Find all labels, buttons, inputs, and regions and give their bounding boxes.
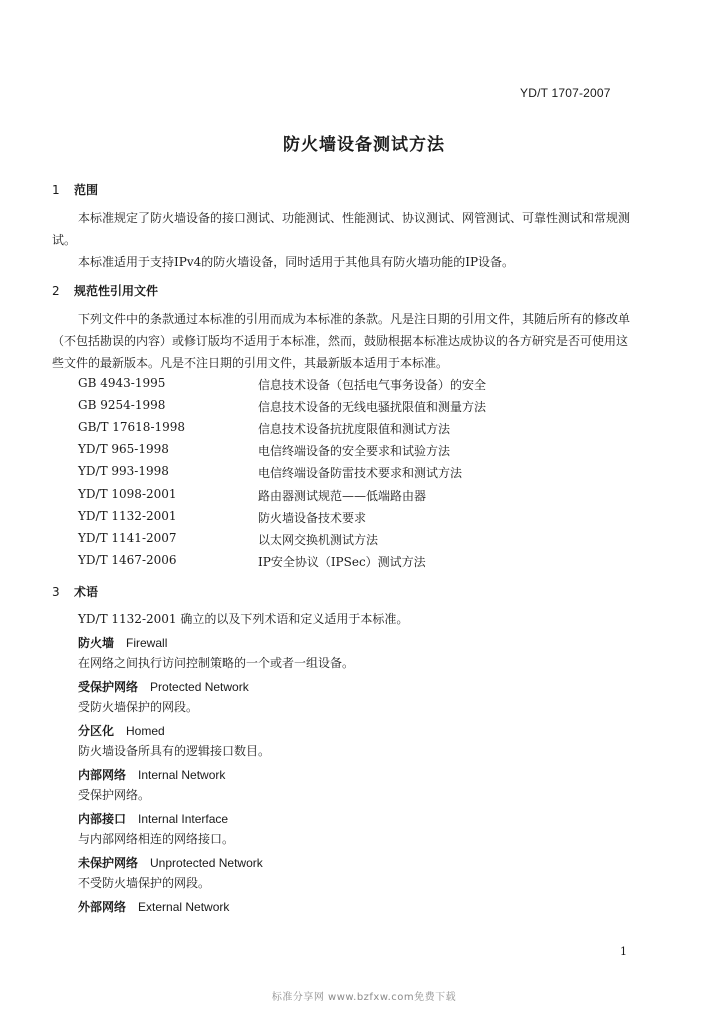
term-definition: 在网络之间执行访问控制策略的一个或者一组设备。 — [78, 656, 355, 670]
reference-code: GB/T 17618-1998 — [78, 420, 186, 434]
reference-title: 防火墙设备技术要求 — [258, 511, 367, 525]
reference-title: 信息技术设备抗扰度限值和测试方法 — [258, 422, 451, 436]
section-number: 3 — [52, 585, 60, 599]
reference-title: 信息技术设备（包括电气事务设备）的安全 — [258, 378, 487, 392]
term-chinese: 内部接口 — [78, 812, 127, 826]
reference-code: GB 9254-1998 — [78, 398, 166, 412]
term-entry — [78, 808, 228, 827]
term-chinese: 外部网络 — [78, 900, 127, 914]
term-english: Protected Network — [150, 680, 249, 694]
document-title: 防火墙设备测试方法 — [283, 135, 445, 155]
term-english: External Network — [138, 900, 230, 914]
reference-code: YD/T 1467-2006 — [78, 553, 177, 567]
normative-refs-paragraph: 下列文件中的条款通过本标准的引用而成为本标准的条款。凡是注日期的引用文件，其随后所有的修改单（不包括勘误的内容）或修订版均不适用于本标准，然而，鼓励根据本标准达成协议的各方研究是否可使用这些文件的最新版本。凡是不注日期的引用文件，其最新版本适用于本标准。 — [52, 312, 631, 370]
term-definition: 受保护网络。 — [78, 788, 151, 802]
standard-code: YD/T 1707-2007 — [520, 86, 611, 100]
section-heading-terms — [52, 583, 98, 600]
term-entry — [78, 632, 167, 651]
term-entry — [78, 720, 165, 739]
term-chinese: 未保护网络 — [78, 856, 139, 870]
terms-intro: YD/T 1132-2001 确立的以及下列术语和定义适用于本标准。 — [78, 612, 409, 626]
section-heading-scope — [52, 181, 98, 198]
term-entry — [78, 896, 229, 915]
term-chinese: 内部网络 — [78, 768, 127, 782]
section-number: 1 — [52, 183, 60, 197]
term-entry — [78, 852, 263, 871]
term-chinese: 防火墙 — [78, 636, 115, 650]
section-title: 范围 — [74, 183, 99, 197]
reference-title: 路由器测试规范——低端路由器 — [258, 489, 427, 503]
reference-title: 电信终端设备的安全要求和试验方法 — [258, 444, 451, 458]
term-english: Firewall — [126, 636, 168, 650]
term-english: Internal Network — [138, 768, 226, 782]
reference-code: YD/T 965-1998 — [78, 442, 169, 456]
term-english: Internal Interface — [138, 812, 229, 826]
term-english: Unprotected Network — [150, 856, 263, 870]
term-entry — [78, 676, 249, 695]
reference-code: YD/T 1132-2001 — [78, 509, 177, 523]
term-definition: 受防火墙保护的网段。 — [78, 700, 199, 714]
section-heading-normative-refs — [52, 282, 158, 299]
term-definition: 与内部网络相连的网络接口。 — [78, 832, 235, 846]
reference-title: 信息技术设备的无线电骚扰限值和测量方法 — [258, 400, 487, 414]
term-definition: 不受防火墙保护的网段。 — [78, 876, 211, 890]
reference-title: 电信终端设备防雷技术要求和测试方法 — [258, 466, 463, 480]
scope-paragraph-2: 本标准适用于支持IPv4的防火墙设备，同时适用于其他具有防火墙功能的IP设备。 — [78, 255, 515, 269]
term-entry — [78, 764, 225, 783]
page-number: 1 — [620, 945, 627, 958]
reference-code: GB 4943-1995 — [78, 376, 166, 390]
term-chinese: 分区化 — [78, 724, 115, 738]
reference-code: YD/T 1098-2001 — [78, 487, 177, 501]
term-chinese: 受保护网络 — [78, 680, 139, 694]
reference-code: YD/T 1141-2007 — [78, 531, 177, 545]
scope-paragraph-1: 本标准规定了防火墙设备的接口测试、功能测试、性能测试、协议测试、网管测试、可靠性测试和常规测试。 — [52, 211, 631, 247]
term-english: Homed — [126, 724, 165, 738]
section-title: 规范性引用文件 — [74, 284, 159, 298]
reference-code: YD/T 993-1998 — [78, 464, 169, 478]
watermark: 标准分享网 www.bzfxw.com免费下载 — [271, 992, 457, 1003]
reference-title: IP安全协议（IPSec）测试方法 — [258, 555, 426, 569]
term-definition: 防火墙设备所具有的逻辑接口数目。 — [78, 744, 271, 758]
section-number: 2 — [52, 284, 60, 298]
section-title: 术语 — [74, 585, 99, 599]
reference-title: 以太网交换机测试方法 — [258, 533, 379, 547]
